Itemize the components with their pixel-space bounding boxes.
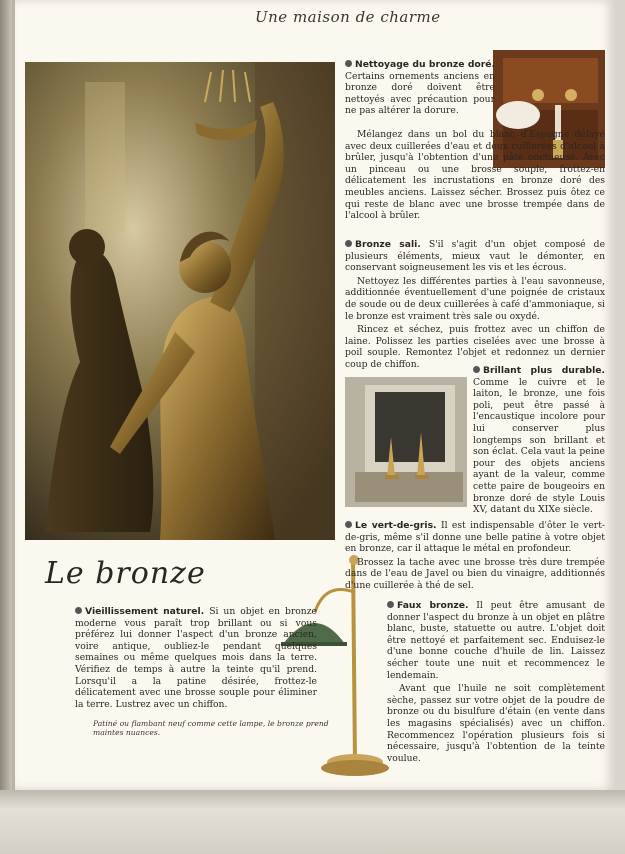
section-text: Nettoyez les différentes parties à l'eau savonneuse, additionnée éventuellement d'une poignée de cristaux de soude ou de deux cuillerées à café d'ammoniaque, si le bronze est vraiment très sale ou oxydé.: [345, 275, 605, 322]
section-title: Brillant plus durable.: [483, 365, 605, 376]
section-text: Si un objet en bronze moderne vous paraît trop brillant ou si vous préférez lui donner l'aspect d'un bronze ancien, voire antique, oubliez-le pendant quelques semaines ou même quelques mois dans la terre. Vérifiez de temps à autre la teinte qu'il prend. Lorsqu'il a la patine désirée, frottez-le délicatement avec une brosse souple pour éliminer la terre. Lustrez avec un chiffon.: [75, 606, 317, 710]
bullet-icon: [345, 240, 352, 247]
bullet-icon: [75, 607, 82, 614]
section-vert-de-gris: [345, 520, 605, 594]
section-bronze-sali: [345, 239, 605, 373]
bullet-icon: [345, 521, 352, 528]
bullet-icon: [473, 366, 480, 373]
section-text: S'il s'agit d'un objet composé de plusieurs éléments, mieux vaut le démonter, en conservant soigneusement les vis et les écrous.: [345, 239, 606, 274]
section-text: Il peut être amusant de donner l'aspect du bronze à un objet en plâtre blanc, buste, statuette ou autre. L'objet doit être nettoyé et parfaitement sec. Enduisez-le d'une bonne couche d'huile de lin. Laissez sécher toute une nuit et recommencez le lendemain.: [387, 600, 605, 681]
running-header: Une maison de charme: [255, 8, 441, 26]
section-faux-bronze: [387, 600, 605, 766]
candlesticks-photo: [345, 377, 467, 507]
section-text: Il est indispensable d'ôter le vert-de-gris, même s'il donne une belle patine à votre objet en bronze, car il attaque le métal en profondeur.: [345, 520, 605, 555]
section-nettoyage: [345, 59, 495, 119]
section-text: Avant que l'huile ne soit complètement sèche, passez sur votre objet de la poudre de bronze ou du bisulfure d'étain (en vente dans les magasins spécialisés) avec un chiffon. Recommencez l'opération plusieurs fois si nécessaire, jusqu'à l'obtention de la teinte voulue.: [387, 683, 605, 764]
section-title: Faux bronze.: [397, 600, 469, 611]
bullet-icon: [345, 60, 352, 67]
photo-caption: Patiné ou flambant neuf comme cette lampe, le bronze prend maintes nuances.: [93, 719, 329, 737]
section-text: Certains ornements anciens en bronze doré doivent être nettoyés avec précaution pour ne pas altérer la dorure.: [345, 70, 495, 117]
section-title: Nettoyage du bronze doré.: [355, 59, 495, 70]
section-vieillissement: [75, 606, 317, 712]
section-text: Comme le cuivre et le laiton, le bronze, une fois poli, peut être passé à l'encaustique incolore pour lui conserver plus longtemps son brillant et son éclat. Cela vaut la peine pour des objets anciens ayant de la valeur, comme cette paire de bougeoirs en bronze doré de style Louis XV, datant du XIXe siècle.: [473, 376, 605, 516]
book-page: [12, 0, 615, 790]
bullet-icon: [387, 601, 394, 608]
section-text: Rincez et séchez, puis frottez avec un chiffon de laine. Polissez les parties ciselées avec une brosse à poil souple. Remontez l'objet et redonnez un dernier coup de chiffon.: [345, 324, 605, 370]
book-binding: [0, 0, 12, 854]
section-text: Brossez la tache avec une brosse très dure trempée dans de l'eau de Javel ou bien du vinaigre, additionnés d'une cuillerée à thé de sel.: [345, 556, 605, 591]
section-title: Vieillissement naturel.: [85, 606, 205, 617]
section-brillant: [473, 365, 605, 518]
chapter-title: Le bronze: [45, 556, 206, 591]
page-bottom-edge: [0, 790, 625, 854]
section-nettoyage-cont: [345, 129, 605, 224]
section-title: Bronze sali.: [355, 239, 421, 250]
bronze-statue-photo: [25, 62, 335, 540]
section-title: Le vert-de-gris.: [355, 520, 437, 531]
section-text: Mélangez dans un bol du blanc d'Espagne délayé avec deux cuillerées d'eau et deux cuillerées d'alcool à brûler, jusqu'à l'obtention d'une pâte onctueuse. Avec un pinceau ou une brosse souple, frottez-en délicatement les incrustations en bronze doré des meubles anciens. Laissez sécher. Brossez puis ôtez ce qui reste de blanc avec une brosse trempée dans de l'alcool à brûler.: [345, 129, 605, 222]
